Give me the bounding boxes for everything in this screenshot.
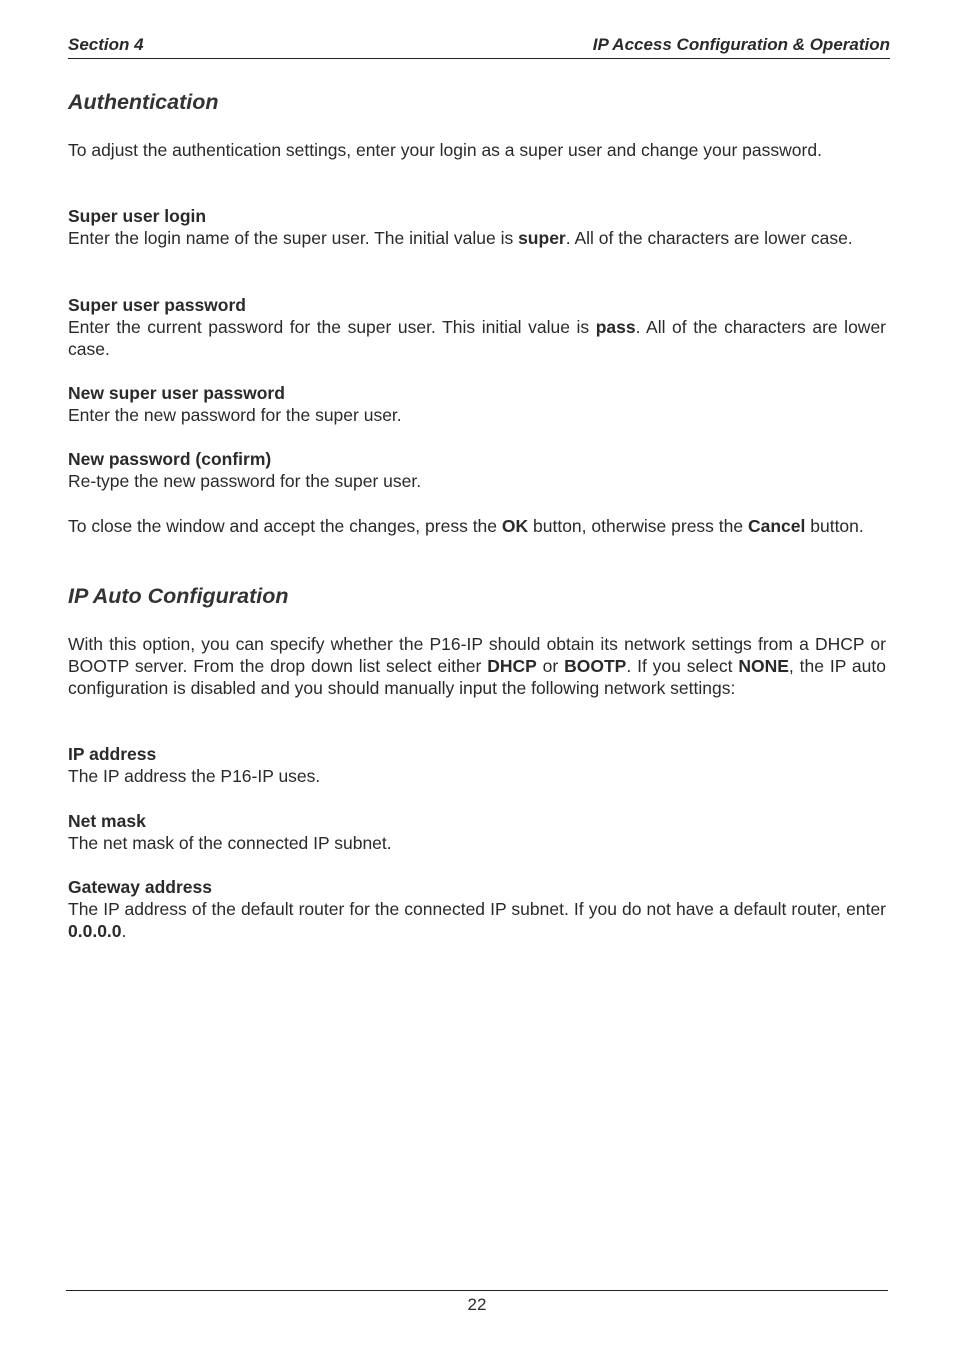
- new-super-user-password-section: [68, 382, 886, 426]
- super-user-password-value: pass: [595, 317, 636, 337]
- authentication-heading: Authentication: [68, 90, 219, 114]
- super-user-password-text: Enter the current password for the super user. This initial value is: [68, 317, 596, 337]
- super-user-password-title: Super user password: [68, 295, 246, 315]
- none-option: NONE: [738, 656, 789, 676]
- page-number: 22: [467, 1295, 487, 1314]
- authentication-intro: [68, 139, 886, 161]
- header-chapter-title: IP Access Configuration & Operation: [592, 35, 890, 54]
- ip-auto-intro-or: or: [536, 656, 565, 676]
- net-mask-text: The net mask of the connected IP subnet.: [68, 833, 392, 853]
- dhcp-option: DHCP: [487, 656, 537, 676]
- new-password-confirm-section: [68, 448, 886, 492]
- net-mask-title: Net mask: [68, 811, 146, 831]
- close-instructions-mid: button, otherwise press the: [528, 516, 748, 536]
- gateway-address-section: [68, 876, 886, 942]
- super-user-login-value: super: [518, 228, 566, 248]
- super-user-login-note: . All of the characters are lower case.: [565, 228, 853, 248]
- close-instructions-post: button.: [805, 516, 864, 536]
- bootp-option: BOOTP: [564, 656, 627, 676]
- net-mask-section: [68, 810, 886, 854]
- gateway-address-text: The IP address of the default router for the connected IP subnet. If you do not have a default router, enter: [68, 899, 886, 919]
- footer-divider: [66, 1290, 888, 1291]
- super-user-password-note: . All of the characters are lower case.: [68, 317, 886, 359]
- close-instructions-pre: To close the window and accept the changes, press the: [68, 516, 502, 536]
- super-user-login-title: Super user login: [68, 206, 207, 226]
- header-section: Section 4: [68, 35, 144, 54]
- ip-auto-intro-post: , the IP auto configuration is disabled and you should manually input the following network settings:: [68, 656, 886, 698]
- ip-address-section: [68, 743, 886, 787]
- new-password-confirm-text: Re-type the new password for the super user.: [68, 471, 422, 491]
- ip-auto-configuration-intro: [68, 633, 886, 699]
- ip-address-title: IP address: [68, 744, 157, 764]
- cancel-button-ref: Cancel: [747, 516, 806, 536]
- gateway-default-value: 0.0.0.0: [68, 921, 122, 941]
- gateway-address-title: Gateway address: [68, 877, 212, 897]
- new-super-user-password-title: New super user password: [68, 383, 285, 403]
- ok-button-ref: OK: [501, 516, 529, 536]
- super-user-password-section: [68, 294, 886, 360]
- ip-auto-intro-if: . If you select: [626, 656, 739, 676]
- ip-auto-intro-pre: With this option, you can specify whether the P16-IP should obtain its network settings from a DHCP or BOOTP server. From the drop down list select either: [68, 634, 886, 676]
- new-super-user-password-text: Enter the new password for the super user.: [68, 405, 402, 425]
- close-window-instructions: [68, 515, 886, 537]
- page-header: [68, 34, 890, 59]
- gateway-address-end: .: [121, 921, 127, 941]
- ip-address-text: The IP address the P16-IP uses.: [68, 766, 321, 786]
- new-password-confirm-title: New password (confirm): [68, 449, 272, 469]
- authentication-intro-text: To adjust the authentication settings, enter your login as a super user and change your password.: [68, 140, 822, 160]
- super-user-login-section: [68, 205, 886, 249]
- ip-auto-configuration-heading: IP Auto Configuration: [68, 584, 289, 608]
- super-user-login-text: Enter the login name of the super user. The initial value is: [68, 228, 519, 248]
